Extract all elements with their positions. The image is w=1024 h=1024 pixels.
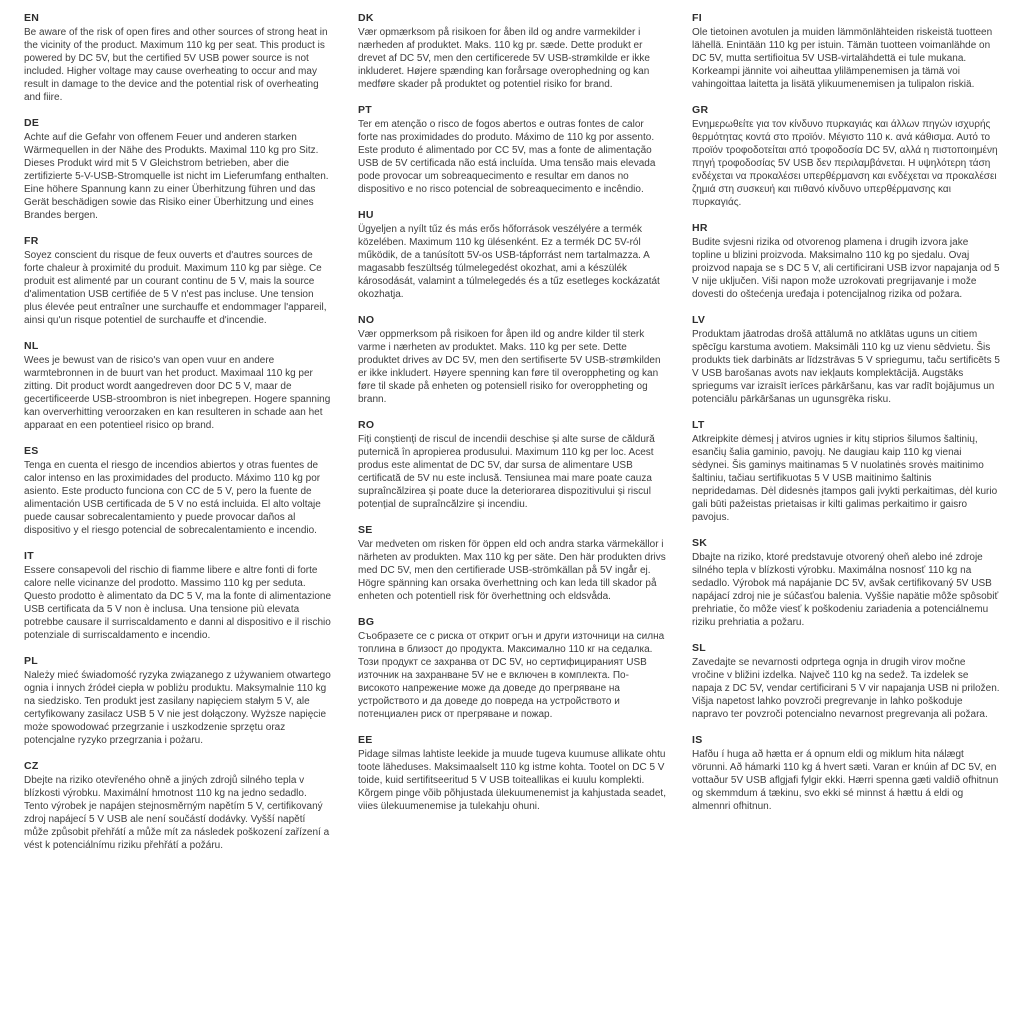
language-code: ES [24,445,39,457]
language-section-es [24,445,332,537]
language-section-cz [24,760,332,852]
warning-text: Vær opmærksom på risikoen for åben ild og andre varmekilder i nærheden af produktet. Maks. 110 kg pr. sæde. Dette produkt er drevet af DC 5V, men den certificerede 5V USB-strømkilde er ikke inkluderet. Højere spænding kan forårsage overophedning og kan medføre skader på produktet og potentiel risiko for brand. [358,27,650,90]
warning-text: Achte auf die Gefahr von offenem Feuer und anderen starken Wärmequellen in der Nähe des Produkts. Maximal 110 kg pro Sitz. Dieses Produkt wird mit 5 V Gleichstrom betrieben, aber die zertifizierte 5-V-USB-Stromquelle ist nicht im Lieferumfang enthalten. Eine höhere Spannung kann zu einer Überhitzung führen und das Gerät beschädigen sowie das Risiko einer Überhitzung und eines Brandes bergen. [24,132,329,221]
warning-text: Budite svjesni rizika od otvorenog plamena i drugih izvora jake topline u blizini proizvoda. Maksimalno 110 kg po sjedalu. Ovaj proizvod napaja se s DC 5 V, ali certificirani USB izvor napajanja od 5 V nije uključen. Viši napon može uzrokovati pregrijavanje i može dovesti do oštećenja uređaja i potencijalnog rizika od požara. [692,237,1000,300]
warning-text: Produktam jāatrodas drošā attālumā no atklātas uguns un citiem spēcīgu karstuma avotiem. Maksimāli 110 kg uz vienu sēdvietu. Šis produkts tiek darbināts ar līdzstrāvas 5 V spriegumu, taču sertificēts 5 V USB barošanas avots nav iekļauts komplektācijā. Augstāks spriegums var izraisīt ierīces pārkāršanu, kas var radīt bojājumus un potenciālu pārkāršanas un ugunsgrēka risku. [692,329,1000,405]
language-section-sl [692,642,1000,721]
language-section-nl [24,340,332,432]
language-section-pt [358,104,666,196]
language-section-fr [24,235,332,327]
warning-text: Atkreipkite dėmesį į atviros ugnies ir kitų stiprios šilumos šaltinių, esančių šalia gaminio, pavojų. Ne daugiau kaip 110 kg vienai sėdynei. Šis gaminys maitinamas 5 V nuolatinės srovės maitinimo šaltiniu, tačiau sertifikuotas 5 V USB maitinimo šaltinis nepridedamas. Dėl didesnės įtampos gali įvykti perkaitimas, dėl kurio gali būti pažeistas prietaisas ir kilti galimas perkaitimo ir gaisro pavojus. [692,434,998,523]
language-section-de [24,117,332,222]
language-code: FI [692,12,702,24]
warning-text: Vær oppmerksom på risikoen for åpen ild og andre kilder til sterk varme i nærheten av produktet. Maks. 110 kg per sete. Dette produktet drives av DC 5V, men den sertifiserte 5V USB-strømkilden er ikke inkludert. Høyere spenning kan føre til overoppheting og kan føre til skade på enheten og potensiell risiko for overoppheting og brann. [358,329,661,405]
language-code: CZ [24,760,39,772]
language-code: SK [692,537,708,549]
warning-text: Dbejte na riziko otevřeného ohně a jiných zdrojů silného tepla v blízkosti výrobku. Maximální hmotnost 110 kg na jedno sedadlo. Tento výrobek je napájen stejnosměrným napětím 5 V, certifikovaný zdroj napájecí 5 V USB ale není součástí dodávky. Vyšší napětí může způsobit přehřátí a může mít za následek poškození zařízení a vést k potenciálnímu riziku přehřátí a požáru. [24,775,330,851]
language-code: NL [24,340,39,352]
warning-text: Ügyeljen a nyílt tűz és más erős hőforrások veszélyére a termék közelében. Maximum 110 kg ülésenként. Ez a termék DC 5V-ról működik, de a tanúsított 5V-os USB-tápforrást nem tartalmazza. A magasabb feszültség túlmelegedést okozhat, ami a készülék károsodását, valamint a túlmelegedés és a tűz esetleges kockázatát okozhatja. [358,224,660,300]
language-code: HU [358,209,374,221]
warning-text: Hafðu í huga að hætta er á opnum eldi og miklum hita nálægt vörunni. Að hámarki 110 kg á hvert sæti. Varan er knúin af DC 5V, en vottaður 5V USB aflgjafi fylgir ekki. Hærri spenna gæti valdið ofhitnun og skemmdum á tækinu, svo ekki sé minnst á hættu á eldi og almennri ofhitnun. [692,749,999,812]
warning-text: Ter em atenção o risco de fogos abertos e outras fontes de calor forte nas proximidades do produto. Máximo de 110 kg por assento. Este produto é alimentado por CC 5V, mas a fonte de alimentação USB de 5V certificada não está incluída. Uma tensão mais elevada pode provocar um sobreaquecimento e resultar em danos no dispositivo e no risco potencial de sobreaquecimento e incêndio. [358,119,656,195]
language-code: LT [692,419,705,431]
language-section-lt [692,419,1000,524]
language-code: EN [24,12,40,24]
language-code: IT [24,550,34,562]
language-section-pl [24,655,332,747]
language-code: BG [358,616,375,628]
language-section-no [358,314,666,406]
warning-column-2 [358,12,666,1014]
language-section-se [358,524,666,603]
warning-text: Ενημερωθείτε για τον κίνδυνο πυρκαγιάς και άλλων πηγών ισχυρής θερμότητας κοντά στο προϊόν. Μέγιστο 110 κ. ανά κάθισμα. Αυτό το προϊόν τροφοδοτείται από τροφοδοσία DC 5V, αλλά η πιστοποιημένη πηγή τροφοδοσίας 5V USB δεν περιλαμβάνεται. Η υψηλότερη τάση ενδέχεται να προκαλέσει υπερθέρμανση και ενδέχεται να προκαλέσει ζημιά στη συσκευή και πιθανό κίνδυνο υπερθέρμανσης και πυρκαγιάς. [692,119,998,208]
language-section-bg [358,616,666,721]
language-code: PT [358,104,373,116]
warning-text: Należy mieć świadomość ryzyka związanego z używaniem otwartego ognia i innych źródeł ciepła w pobliżu produktu. Maksymalnie 110 kg na siedzisko. Ten produkt jest zasilany napięciem stałym 5 V, ale certyfikowany zasilacz USB 5 V nie jest dołączony. Wyższe napięcie może spowodować przegrzanie i uszkodzenie sprzętu oraz potencjalne ryzyko przegrzania i pożaru. [24,670,331,746]
warning-text: Be aware of the risk of open fires and other sources of strong heat in the vicinity of the product. Maximum 110 kg per seat. This product is powered by DC 5V, but the certified 5V USB power source is not included. Higher voltage may cause overheating to occur and may result in damage to the device and the potential risk of overheating and fiire. [24,27,328,103]
language-section-is [692,734,1000,813]
warning-text: Pidage silmas lahtiste leekide ja muude tugeva kuumuse allikate ohtu toote läheduses. Maksimaalselt 110 kg istme kohta. Tootel on DC 5 V toide, kuid sertifitseeritud 5 V USB toiteallikas ei kuulu komplekti. Kõrgem pinge võib põhjustada ülekuumenemist ja kahjustada seadet, viies ülekuumenemise ja tulekahju ohuni. [358,749,666,812]
language-code: SL [692,642,707,654]
language-section-fi [692,12,1000,91]
warning-text: Wees je bewust van de risico's van open vuur en andere warmtebronnen in de buurt van het product. Maximaal 110 kg per zitting. Dit product wordt aangedreven door DC 5 V, maar de gecertificeerde USB-stroombron is niet inbegrepen. Hogere spanning kan oververhitting veroorzaken en kan resulteren in schade aan het apparaat en een potentieel risico op brand. [24,355,331,431]
language-code: FR [24,235,39,247]
warning-text: Fiți conștienți de riscul de incendii deschise și alte surse de căldură puternică în apropierea produsului. Maximum 110 kg per loc. Acest produs este alimentat de DC 5V, dar sursa de alimentare USB certificată de 5V nu este inclusă. Tensiunea mai mare poate cauza supraîncălzirea și poate duce la deteriorarea dispozitivului și riscul potențial de supraîncălzire și incendiu. [358,434,655,510]
language-section-ee [358,734,666,813]
language-code: SE [358,524,373,536]
warning-text: Var medveten om risken för öppen eld och andra starka värmekällor i närheten av produkten. Max 110 kg per säte. Den här produkten drivs med DC 5V, men den certifierade USB-strömkällan på 5V ingår ej. Högre spänning kan orsaka överhettning och kan leda till skador på enheten och potentiell risk för överhettning och eldsvåda. [358,539,666,602]
language-code: NO [358,314,375,326]
warning-text: Tenga en cuenta el riesgo de incendios abiertos y otras fuentes de calor intenso en las proximidades del producto. Máximo 110 kg por asiento. Este producto funciona con CC de 5 V, pero la fuente de alimentación USB certificada de 5 V no está incluida. El alto voltaje puede causar sobrecalentamiento y puede provocar daños al dispositivo y el riesgo potencial de sobrecalentamiento e incendio. [24,460,321,536]
warning-column-3 [692,12,1000,1014]
language-code: GR [692,104,709,116]
language-code: HR [692,222,708,234]
warning-text: Ole tietoinen avotulen ja muiden lämmönlähteiden riskeistä tuotteen lähellä. Enintään 110 kg per istuin. Tämän tuotteen voimanlähde on DC 5V, mutta sertifioitua 5V USB-virtalähdettä ei tule mukana. Korkeampi jännite voi aiheuttaa ylilämpenemisen ja tämä voi vahingoittaa laitetta ja lisätä ylikuumenemisen ja tulipalon riskiä. [692,27,993,90]
warning-column-1 [24,12,332,1014]
language-code: DK [358,12,374,24]
language-code: LV [692,314,706,326]
language-code: DE [24,117,40,129]
language-section-dk [358,12,666,91]
language-section-ro [358,419,666,511]
language-section-lv [692,314,1000,406]
language-code: RO [358,419,375,431]
warning-text: Zavedajte se nevarnosti odprtega ognja in drugih virov močne vročine v bližini izdelka. Največ 110 kg na sedež. Ta izdelek se napaja z DC 5V, vendar certificirani 5 V vir napajanja USB ni priložen. Višja napetost lahko povzroči pregrevanje in lahko poškoduje napravo ter povzroči potencialno nevarnost pregrevanja ali požara. [692,657,1000,720]
language-section-en [24,12,332,104]
warning-text: Soyez conscient du risque de feux ouverts et d'autres sources de forte chaleur à proximité du produit. Maximum 110 kg par siège. Ce produit est alimenté par un courant continu de 5 V, mais la source d'alimentation USB certifiée de 5 V n'est pas incluse. Une tension plus élevée peut entraîner une surchauffe et endommager l'appareil, ainsi qu'un risque potentiel de surchauffe et d'incendie. [24,250,327,326]
language-code: PL [24,655,39,667]
language-code: EE [358,734,373,746]
language-section-hu [358,209,666,301]
language-section-it [24,550,332,642]
warning-text: Essere consapevoli del rischio di fiamme libere e altre fonti di forte calore nelle vicinanze del prodotto. Massimo 110 kg per seduta. Questo prodotto è alimentato da DC 5 V, ma la fonte di alimentazione USB certificata da 5 V non è inclusa. Una tensione più elevata potrebbe causare il surriscaldamento e danni al dispositivo e il rischio potenziale di surriscaldamento e incendio. [24,565,332,641]
language-section-hr [692,222,1000,301]
language-section-sk [692,537,1000,629]
warning-text: Dbajte na riziko, ktoré predstavuje otvorený oheň alebo iné zdroje silného tepla v blízkosti výrobku. Maximálna nosnosť 110 kg na sedadlo. Výrobok má napájanie DC 5V, avšak certifikovaný 5V USB napájací zdroj nie je súčasťou balenia. Vyššie napätie môže spôsobiť prehriatie, čo môže viesť k poškodeniu zariadenia a potenciálnemu riziku prehriatia a požaru. [692,552,999,628]
language-section-gr [692,104,1000,209]
warning-text: Съобразете се с риска от открит огън и други източници на силна топлина в близост до продукта. Максимално 110 кг на седалка. Този продукт се захранва от DC 5V, но сертифицираният USB източник на захранване 5V не е включен в комплекта. По-високото напрежение може да доведе до прегряване на устройството и да доведе до повреда на устройството и потенциален риск от прегряване и пожар. [358,631,665,720]
language-code: IS [692,734,703,746]
